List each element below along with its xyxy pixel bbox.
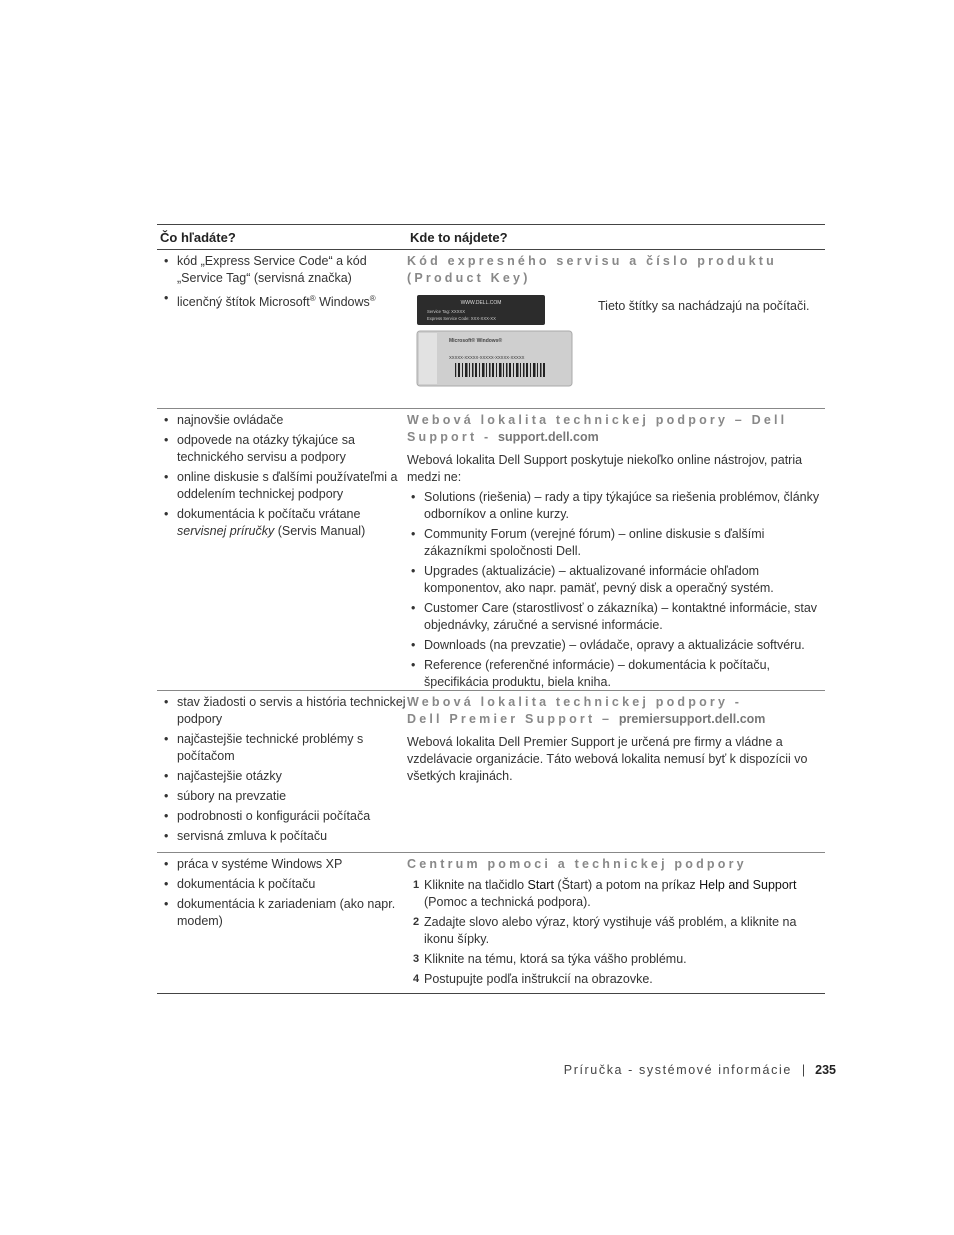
header-where: Kde to nájdete?: [410, 229, 508, 245]
list-item: • dokumentácia k počítaču: [157, 876, 407, 893]
help-support-term: Help and Support: [699, 878, 797, 892]
footer-title: Príručka - systémové informácie: [563, 1063, 792, 1077]
table-row: [157, 409, 825, 691]
row1-list: [157, 253, 407, 311]
footer-separator: |: [801, 1063, 806, 1077]
list-item: • podrobnosti o konfigurácii počítača: [157, 808, 407, 825]
section-intro: Webová lokalita Dell Support poskytuje niekoľko online nástrojov, patria medzi ne:: [407, 453, 803, 484]
list-item: • práca v systéme Windows XP: [157, 856, 407, 873]
step: 2 Zadajte slovo alebo výraz, ktorý vystihuje váš problém, a kliknite na ikonu šípky.: [413, 915, 797, 946]
list-item: • licenčný štítok Microsoft® Windows®: [157, 290, 407, 311]
list-item: • odpovede na otázky týkajúce sa technického servisu a podpory: [157, 432, 407, 466]
start-term: Start: [527, 878, 554, 892]
label2-code: XXXXX-XXXXX-XXXXX-XXXXX-XXXXX: [449, 355, 525, 360]
label1-line: Express Service Code: XXX-XXX-XX: [427, 316, 496, 321]
list-item: • Upgrades (aktualizácie) – aktualizované informácie ohľadom komponentov, ako napr. pamäť, pevný disk a operačný systém.: [407, 563, 825, 597]
list-item: • Community Forum (verejné fórum) – online diskusie s ďalšími zákazníkmi spoločnosti Dell.: [407, 526, 825, 560]
page-number: 235: [815, 1063, 836, 1077]
table-row: [157, 853, 825, 994]
list-item: • dokumentácia k zariadeniam (ako napr. modem): [157, 896, 407, 930]
service-tag-label-image: [415, 293, 575, 393]
table-row: [157, 691, 825, 853]
page-footer: [564, 1063, 836, 1077]
help-steps: [407, 877, 825, 988]
step: 4 Postupujte podľa inštrukcií na obrazovke.: [413, 972, 653, 986]
list-item: • dokumentácia k počítaču vrátane servisnej príručky (Servis Manual): [157, 506, 407, 540]
support-tools-list: [407, 489, 825, 691]
header-what: Čo hľadáte?: [160, 229, 236, 245]
list-item: • Reference (referenčné informácie) – dokumentácia k počítaču, špecifikácia produktu, biela kniha.: [407, 657, 825, 691]
labels-note: Tieto štítky sa nachádzajú na počítači.: [598, 299, 810, 313]
section-title: Kód expresného servisu a číslo produktu (Product Key): [407, 254, 778, 285]
list-item: • najčastejšie otázky: [157, 768, 407, 785]
row4-list: [157, 856, 407, 930]
premier-support-url: premiersupport.dell.com: [618, 712, 766, 726]
support-url: support.dell.com: [498, 430, 599, 444]
section-title: Webová lokalita technickej podpory -: [407, 695, 743, 709]
list-item: • najčastejšie technické problémy s počítačom: [157, 731, 407, 765]
list-item: • online diskusie s ďalšími používateľmi a oddelením technickej podpory: [157, 469, 407, 503]
section-title: Dell Premier Support – premiersupport.dell.com: [407, 712, 766, 726]
list-item: • stav žiadosti o servis a história technickej podpory: [157, 694, 407, 728]
label2-title: Microsoft® Windows®: [449, 338, 503, 344]
list-item: • Customer Care (starostlivosť o zákazníka) – kontaktné informácie, stav objednávky, záručné a servisné informácie.: [407, 600, 825, 634]
step: 1 Kliknite na tlačidlo Start (Štart) a potom na príkaz Help and Support (Pomoc a technická podpora).: [413, 878, 797, 909]
list-item: • Downloads (na prevzatie) – ovládače, opravy a aktualizácie softvéru.: [407, 637, 825, 654]
list-item: • servisná zmluva k počítaču: [157, 828, 407, 845]
section-title: Centrum pomoci a technickej podpory: [407, 857, 747, 871]
table-header: [157, 224, 825, 250]
list-item: • kód „Express Service Code“ a kód „Service Tag“ (servisná značka): [157, 253, 407, 287]
section-title: Webová lokalita technickej podpory – Dell Support - support.dell.com: [407, 413, 788, 444]
list-item: • súbory na prevzatie: [157, 788, 407, 805]
table-row: [157, 250, 825, 409]
list-item: • Solutions (riešenia) – rady a tipy týkajúce sa riešenia problémov, články odborníkov a online kurzy.: [407, 489, 825, 523]
row2-list: [157, 412, 407, 540]
info-table: [157, 224, 825, 994]
step: 3 Kliknite na tému, ktorá sa týka vášho problému.: [413, 952, 687, 966]
section-body: Webová lokalita Dell Premier Support je určená pre firmy a vládne a vzdelávacie organizácie. Táto webová lokalita nemusí byť k dispozícii vo všetkých krajinách.: [407, 735, 808, 783]
label1-line: Service Tag: XXXXX: [427, 309, 466, 314]
label1-line: WWW.DELL.COM: [460, 300, 502, 306]
row3-list: [157, 694, 407, 845]
list-item: • najnovšie ovládače: [157, 412, 407, 429]
